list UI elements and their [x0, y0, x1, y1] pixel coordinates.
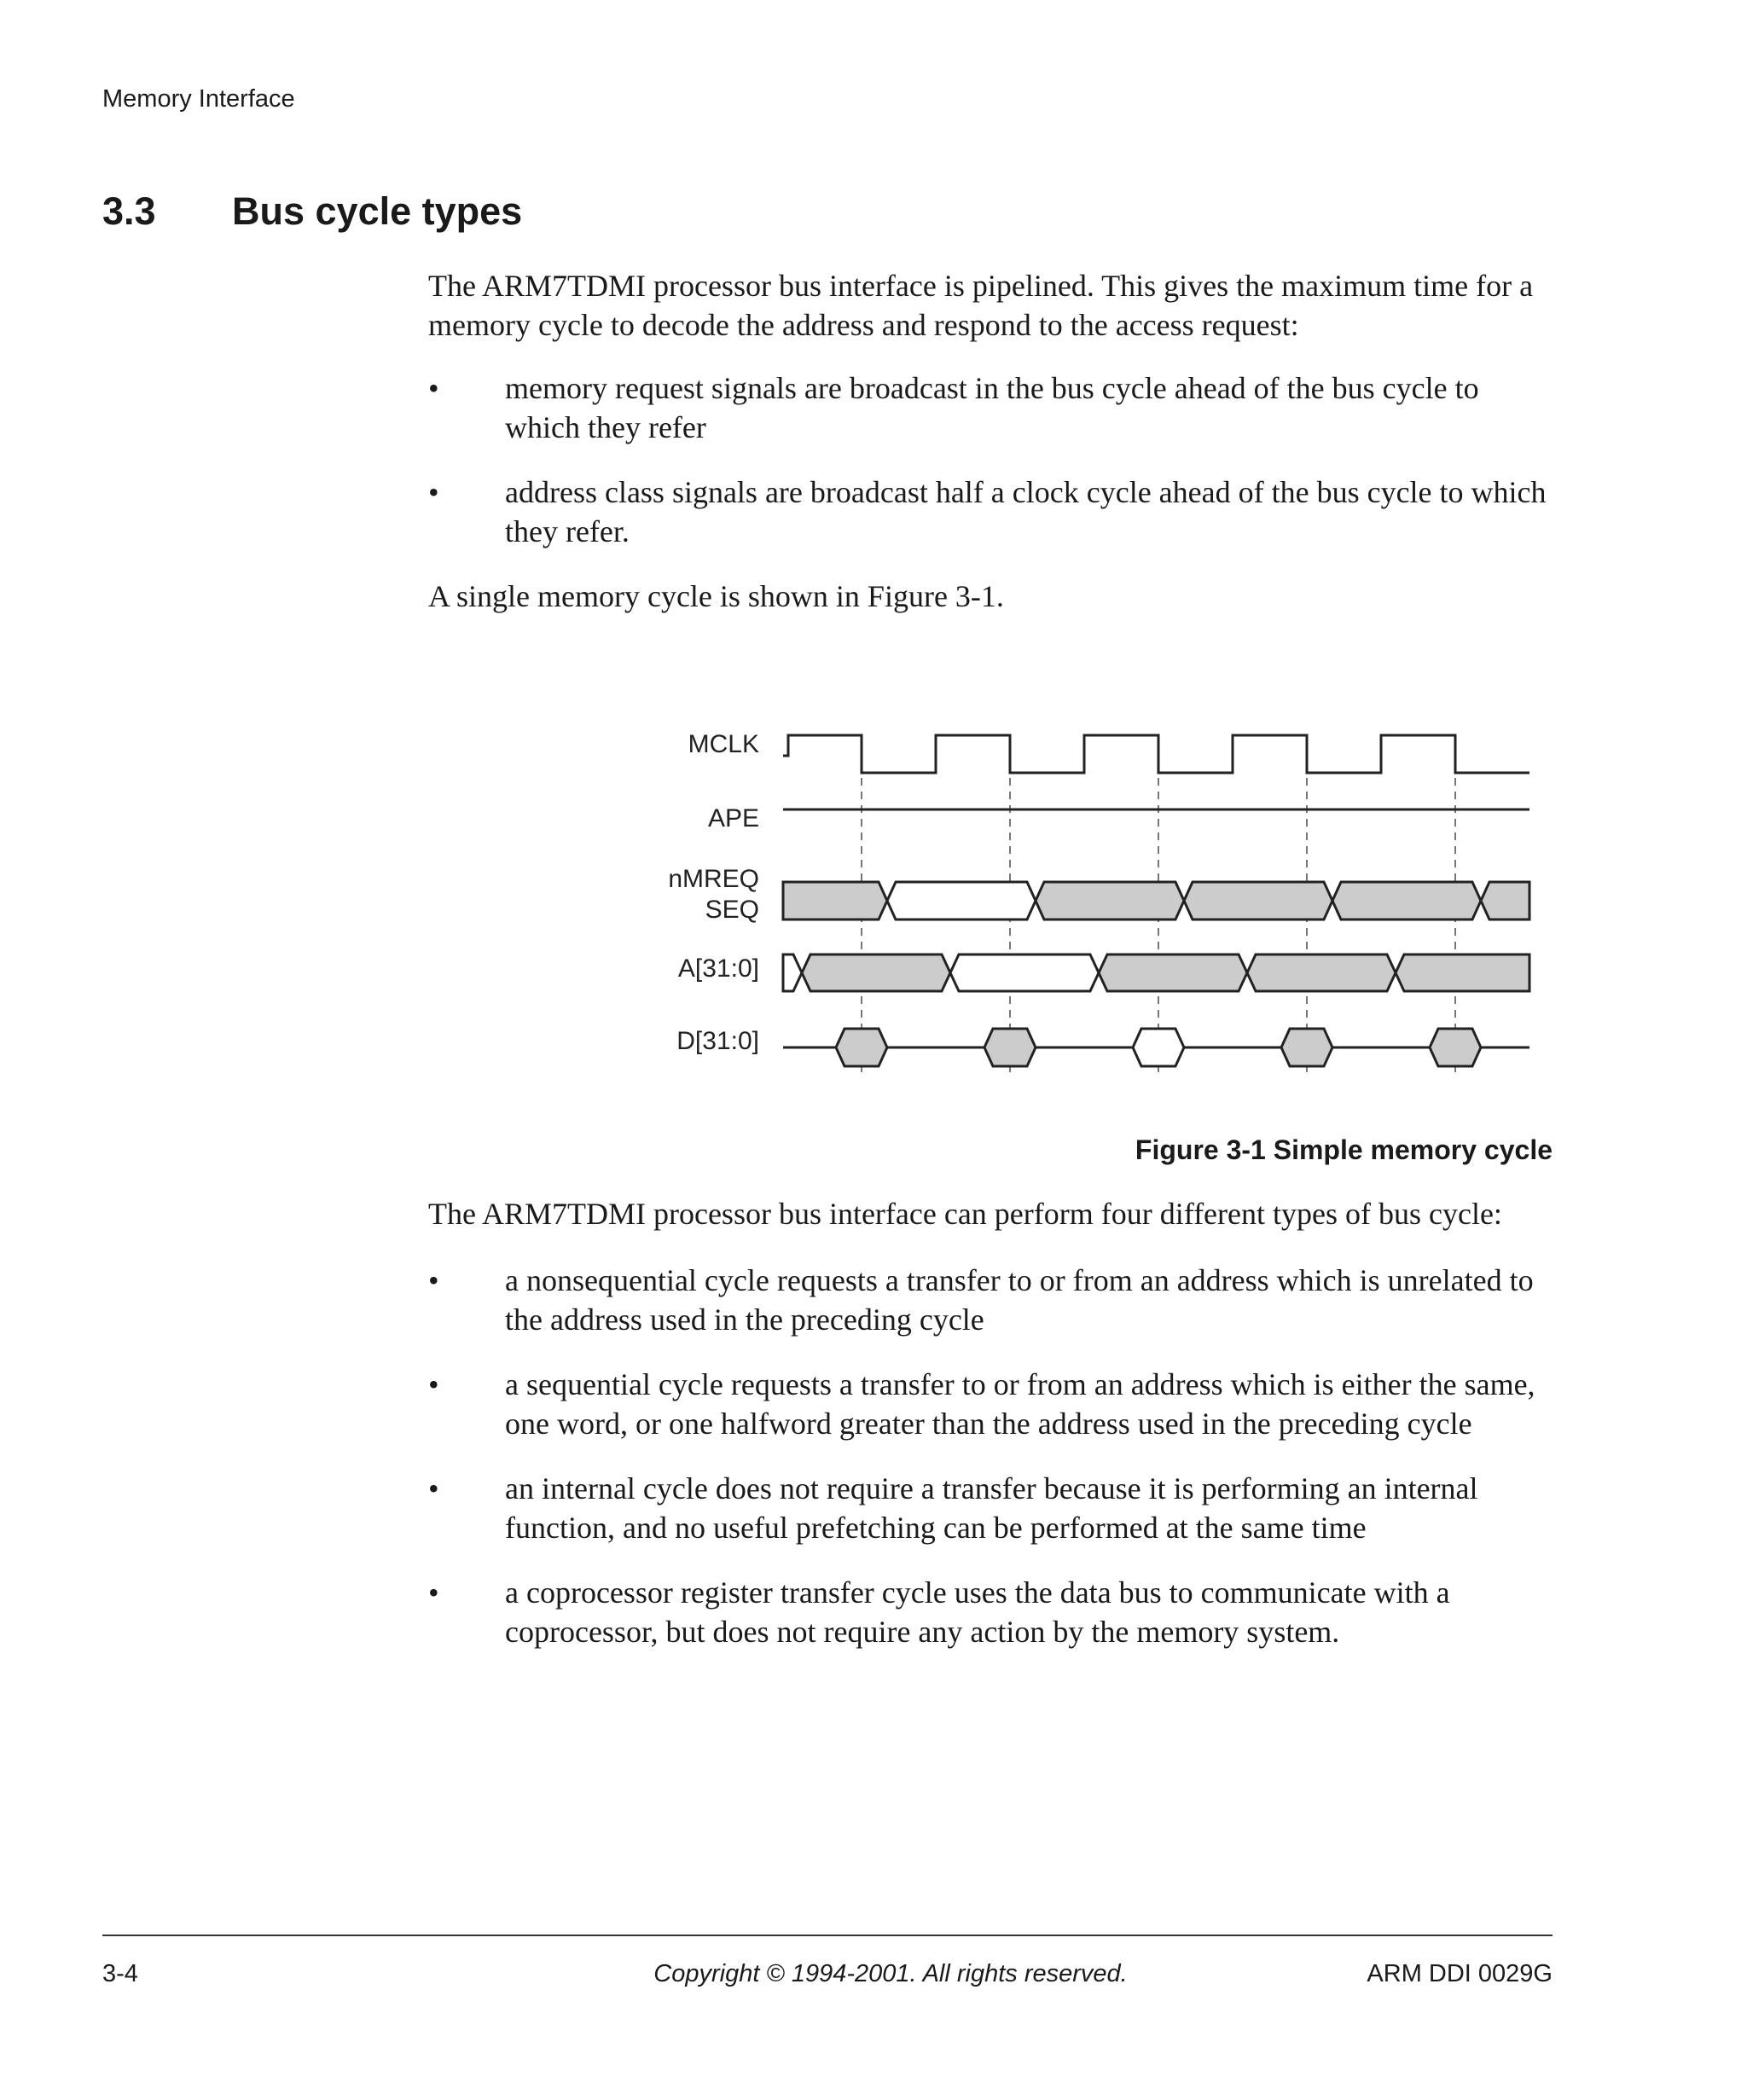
cycle-guide-lines: [862, 751, 1455, 1076]
address-bus-segment: [1247, 954, 1396, 991]
signal-label-address: A[31:0]: [677, 954, 759, 983]
bullet-text: a sequential cycle requests a transfer to or from an address which is either the same, one word, or one halfword greater than the address used in the preceding cycle: [505, 1367, 1535, 1441]
mclk-waveform: [783, 735, 1529, 773]
address-bus-segment: [802, 954, 950, 991]
bullet-text: address class signals are broadcast half a clock cycle ahead of the bus cycle to which they refer.: [505, 475, 1547, 548]
data-bus-pulse: [1133, 1029, 1184, 1066]
address-bus-segment: [783, 954, 802, 991]
figure-reference-text: A single memory cycle is shown in Figure 3-1.: [428, 579, 1004, 613]
nmreq-seq-segment: [1332, 882, 1481, 919]
footer-divider: [102, 1935, 1553, 1936]
cycle-types-text: The ARM7TDMI processor bus interface can perform four different types of bus cycle:: [428, 1197, 1502, 1231]
bullet-text: a coprocessor register transfer cycle uses the data bus to communicate with a coprocessor, but does not require any action by the memory system.: [505, 1575, 1450, 1649]
data-bus-pulse: [984, 1029, 1036, 1066]
nmreq-seq-segment: [1184, 882, 1332, 919]
section-title: Bus cycle types: [232, 189, 523, 233]
nmreq-seq-segment: [1481, 882, 1529, 919]
bullet-glyph: •: [428, 1367, 439, 1401]
address-bus-segment: [1099, 954, 1247, 991]
list-item: [428, 368, 1553, 447]
section-heading: [102, 189, 522, 234]
bullet-glyph: •: [428, 1575, 439, 1610]
running-header: Memory Interface: [102, 85, 295, 113]
address-bus-segment: [950, 954, 1099, 991]
address-bus-segment: [1396, 954, 1529, 991]
nmreq-seq-segment: [783, 882, 887, 919]
data-bus-pulse: [836, 1029, 887, 1066]
figure-reference-paragraph: [428, 577, 1553, 616]
list-item: [428, 1469, 1553, 1547]
list-item: [428, 1365, 1553, 1443]
signal-label-data: D[31:0]: [676, 1027, 759, 1055]
signal-label-ape: APE: [707, 804, 759, 832]
bullet-glyph: •: [428, 371, 439, 405]
data-bus-pulse: [1430, 1029, 1481, 1066]
cycle-types-bullet-list: [428, 1261, 1553, 1651]
data-bus-pulse: [1281, 1029, 1332, 1066]
intro-text: The ARM7TDMI processor bus interface is pipelined. This gives the maximum time for a memory cycle to decode the address and respond to the access request:: [428, 269, 1534, 342]
cycle-types-paragraph: [428, 1194, 1553, 1233]
bullet-text: a nonsequential cycle requests a transfer to or from an address which is unrelated to the address used in the preceding cycle: [505, 1263, 1534, 1337]
document-id: ARM DDI 0029G: [1367, 1960, 1553, 1987]
bullet-text: an internal cycle does not require a transfer because it is performing an internal function, and no useful prefetching can be performed at the same time: [505, 1471, 1478, 1545]
page-number: 3-4: [102, 1960, 138, 1987]
list-item: [428, 473, 1553, 551]
copyright-notice: Copyright © 1994-2001. All rights reserved.: [653, 1960, 1128, 1987]
bullet-glyph: •: [428, 1471, 439, 1505]
nmreq-seq-segment: [1036, 882, 1184, 919]
nmreq-seq-segment: [887, 882, 1036, 919]
intro-paragraph: [428, 266, 1553, 345]
list-item: [428, 1573, 1553, 1651]
bullet-glyph: •: [428, 475, 439, 509]
signal-label-seq: SEQ: [705, 896, 759, 924]
waveforms: [783, 735, 1529, 1066]
intro-bullet-list: [428, 368, 1553, 551]
section-number: 3.3: [102, 189, 156, 233]
list-item: [428, 1261, 1553, 1339]
signal-label-nmreq: nMREQ: [668, 865, 759, 893]
figure-caption: Figure 3-1 Simple memory cycle: [1135, 1134, 1553, 1165]
bullet-text: memory request signals are broadcast in the bus cycle ahead of the bus cycle to which they refer: [505, 371, 1479, 444]
signal-label-mclk: MCLK: [688, 730, 759, 758]
bullet-glyph: •: [428, 1263, 439, 1297]
